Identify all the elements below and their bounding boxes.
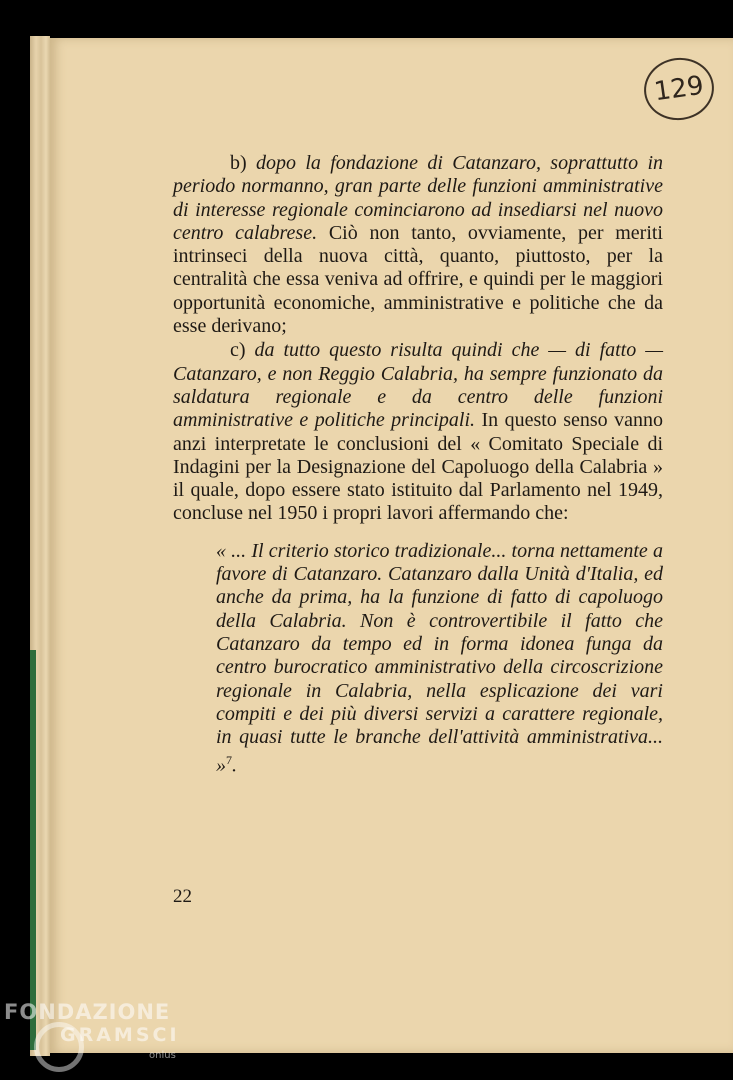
quote-end: . [232, 755, 237, 778]
archive-number-stamp: 129 [640, 53, 718, 124]
paragraph-b [173, 152, 663, 338]
paragraph-c-italic: da tutto questo risulta quindi che — di fatto — Catanzaro, e non Reggio Calabria, ha sempre funzionato da saldatura regionale e da centro delle funzioni amministrative e politiche principali. [173, 339, 663, 432]
watermark-line-1: FONDAZIONE [4, 1000, 171, 1024]
cover-edge [30, 650, 36, 1050]
paragraph-b-label: b) [230, 152, 247, 174]
page-number: 22 [173, 886, 192, 907]
paragraph-c-roman: In questo senso vanno anzi interpretate le conclusioni del « Comitato Speciale di Indagini per la Designazione del Capoluogo della Calabria » il quale, dopo essere stato istituito dal Parlamento nel 1949, concluse nel 1950 i propri lavori affermando che: [173, 409, 663, 525]
watermark-line-2: GRAMSCI [60, 1024, 180, 1046]
body-text [173, 152, 663, 778]
block-quote [216, 540, 663, 779]
paragraph-c-label: c) [230, 339, 246, 362]
paragraph-b-italic: dopo la fondazione di Catanzaro, soprattutto in periodo normanno, gran parte delle funzioni amministrative di interesse regionale cominciarono ad insediarsi nel nuovo centro calabrese. [173, 152, 663, 244]
paragraph-c [173, 339, 663, 525]
quote-text: « ... Il criterio storico tradizionale... torna nettamente a favore di Catanzaro. Catanzaro dalla Unità d'Italia, ed anche da prima, ha la funzione di fatto di capoluogo della Calabria. Non è controvertibile il fatto che Catanzaro da tempo ed in forma idonea funga da centro burocratico amministrativo della circoscrizione regionale in Calabria, nella esplicazione dei vari compiti e dei più diversi servizi a carattere regionale, in quasi tutte le branche dell'attività amministrativa... » [216, 539, 663, 778]
footnote-marker: 7 [226, 753, 232, 768]
fondazione-gramsci-watermark [4, 998, 194, 1068]
paragraph-b-roman: Ciò non tanto, ovviamente, per meriti intrinseci della nuova città, quanto, piuttosto, per la centralità che essa veniva ad offrire, e quindi per le maggiori opportunità economiche, amministrative e politiche che da esse derivano; [173, 221, 663, 338]
watermark-sub: onlus [149, 1050, 176, 1061]
